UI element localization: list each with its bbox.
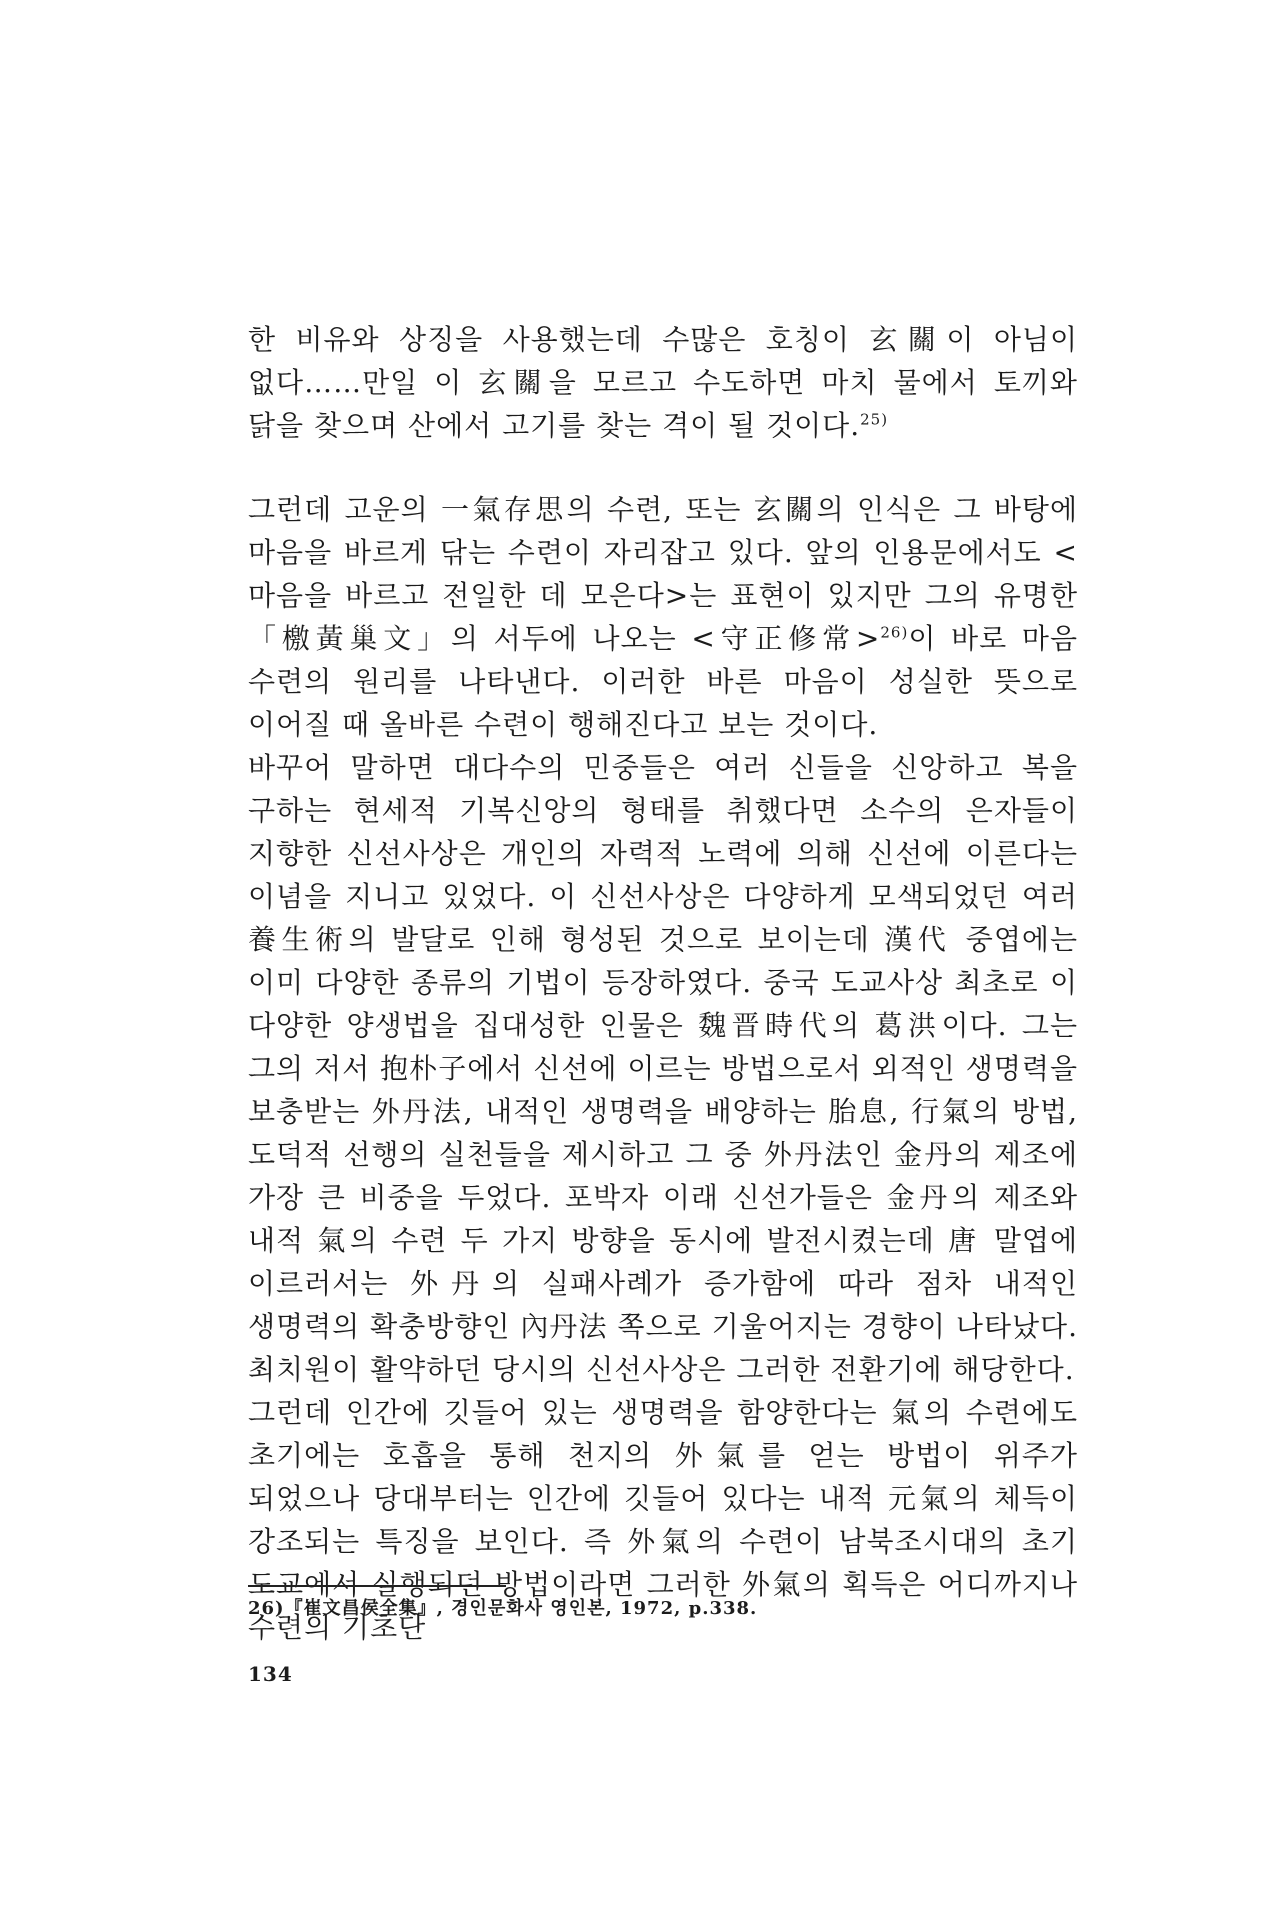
paragraph-1 [248, 488, 1078, 746]
paragraph-2: 바꾸어 말하면 대다수의 민중들은 여러 신들을 신앙하고 복을 구하는 현세적 기복신앙의 형태를 취했다면 소수의 은자들이 지향한 신선사상은 개인의 자력적 노력에 의해 신선에 이른다는 이념을 지니고 있었다. 이 신선사상은 다양하게 모색되었던 여러 養生術의 발달로 인해 형성된 것으로 보이는데 漢代 중엽에는 이미 다양한 종류의 기법이 등장하였다. 중국 도교사상 최초로 이 다양한 양생법을 집대성한 인물은 魏晋時代의 葛洪이다. 그는 그의 저서 抱朴子에서 신선에 이르는 방법으로서 외적인 생명력을 보충받는 外丹法, 내적인 생명력을 배양하는 胎息, 行氣의 방법, 도덕적 선행의 실천들을 제시하고 그 중 外丹法인 金丹의 제조에 가장 큰 비중을 두었다. 포박자 이래 신선가들은 金丹의 제조와 내적 氣의 수련 두 가지 방향을 동시에 발전시켰는데 唐 말엽에 이르러서는 外丹의 실패사례가 증가함에 따라 점차 내적인 생명력의 확충방향인 內丹法 쪽으로 기울어지는 경향이 나타났다. 최치원이 활약하던 당시의 신선사상은 그러한 전환기에 해당한다. [248, 751, 1078, 1386]
page-number: 134 [248, 1662, 293, 1686]
footnote-ref-26: 26) [880, 623, 909, 642]
footnote-divider [248, 1585, 506, 1587]
paragraph-1-post: 이 바로 마음 수련의 원리를 나타낸다. 이러한 바른 마음이 성실한 뜻으로 이어질 때 올바른 수련이 행해진다고 보는 것이다. [248, 622, 1078, 741]
quote-text: 한 비유와 상징을 사용했는데 수많은 호칭이 玄關이 아님이 없다……만일 이 玄關을 모르고 수도하면 마치 물에서 토끼와 닭을 찾으며 산에서 고기를 찾는 격이 될 것이다. [248, 323, 1078, 442]
paragraph-3: 그런데 인간에 깃들어 있는 생명력을 함양한다는 氣의 수련에도 초기에는 호흡을 통해 천지의 外氣를 얻는 방법이 위주가 되었으나 당대부터는 인간에 깃들어 있다는 내적 元氣의 체득이 강조되는 특징을 보인다. 즉 外氣의 수련이 남북조시대의 초기 도교에서 실행되던 방법이라면 그러한 外氣의 획득은 어디까지나 수련의 기초단 [248, 1396, 1078, 1644]
block-quote [248, 318, 1078, 447]
footnote-ref-25: 25) [860, 410, 889, 429]
footnote: 26)『崔文昌侯全集』, 경인문화사 영인본, 1972, p.338. [248, 1598, 758, 1619]
paragraph-1-pre: 그런데 고운의 一氣存思의 수련, 또는 玄關의 인식은 그 바탕에 마음을 바르게 닦는 수련이 자리잡고 있다. 앞의 인용문에서도 <마음을 바르고 전일한 데 모은다>는 표현이 있지만 그의 유명한「檄黃巢文」의 서두에 나오는 <守正修常> [248, 493, 1078, 655]
body-text [248, 488, 1078, 1649]
